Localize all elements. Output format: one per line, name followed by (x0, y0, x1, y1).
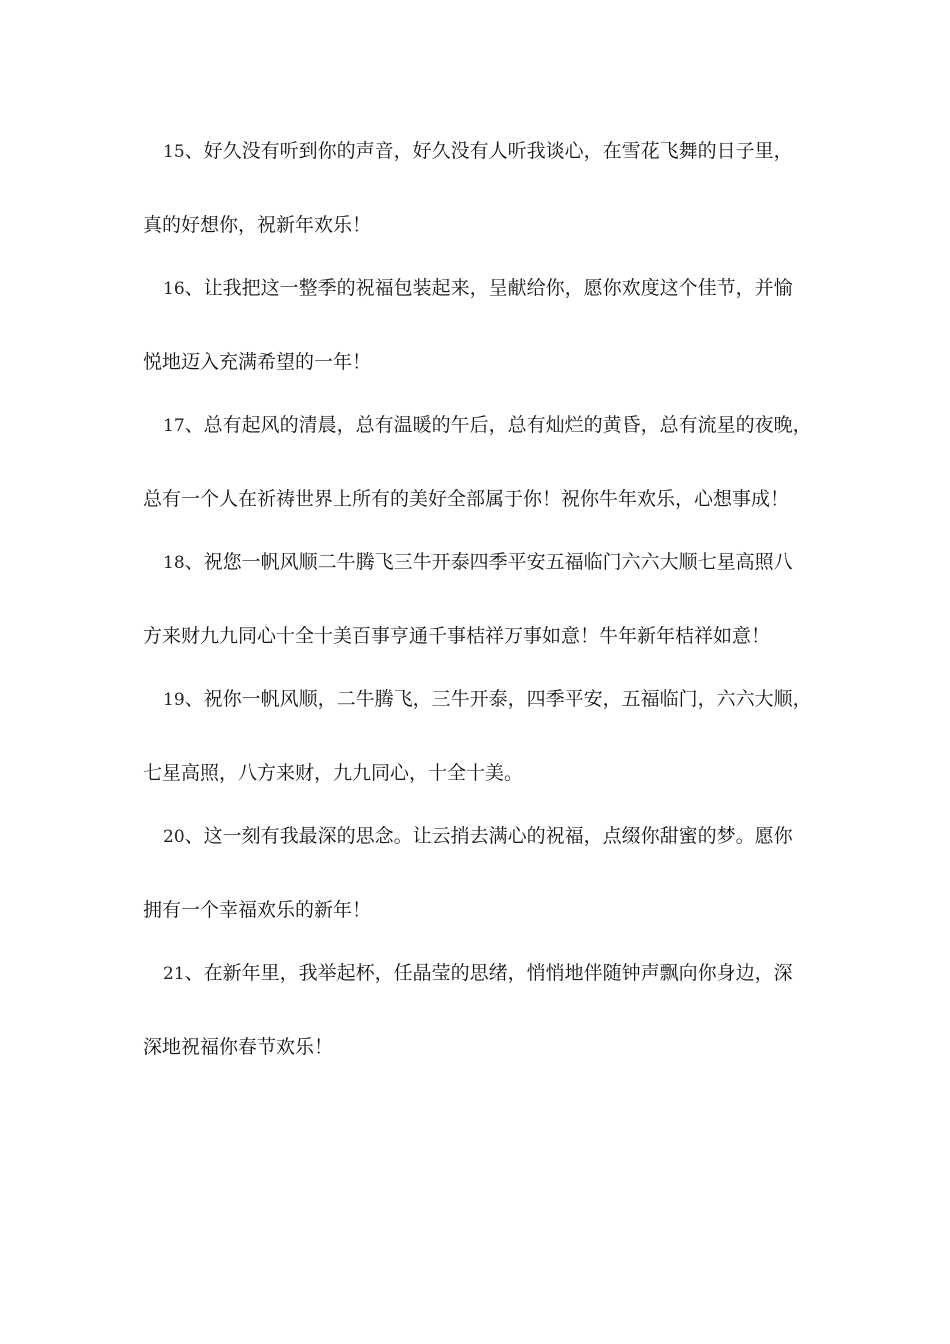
paragraph-text: 、好久没有听到你的声音，好久没有人听我谈心，在雪花飞舞的日子里， (184, 140, 793, 162)
paragraph-number: 18 (163, 553, 185, 573)
paragraph-first-line (163, 686, 812, 712)
paragraph-text: 、在新年里，我举起杯，任晶莹的思绪，悄悄地伴随钟声飘向你身边，深 (184, 962, 793, 984)
paragraph-first-line (163, 549, 793, 575)
paragraph-text: 、祝您一帆风顺二牛腾飞三牛开泰四季平安五福临门六六大顺七星高照八 (184, 551, 793, 573)
paragraph-continuation-line: 真的好想你，祝新年欢乐！ (143, 214, 372, 236)
paragraph-continuation-line: 深地祝福你春节欢乐！ (143, 1036, 334, 1058)
paragraph-first-line (163, 960, 793, 986)
paragraph-continuation-line: 方来财九九同心十全十美百事亨通千事桔祥万事如意！牛年新年桔祥如意！ (143, 625, 771, 647)
paragraph-number: 17 (163, 416, 185, 436)
paragraph-continuation-line: 悦地迈入充满希望的一年！ (143, 351, 372, 373)
paragraph-text: 、总有起风的清晨，总有温暖的午后，总有灿烂的黄昏，总有流星的夜晚， (184, 414, 812, 436)
paragraph-continuation-line: 拥有一个幸福欢乐的新年！ (143, 899, 372, 921)
paragraph-number: 19 (163, 690, 185, 710)
paragraph-text: 、祝你一帆风顺，二牛腾飞，三牛开泰，四季平安，五福临门，六六大顺， (184, 688, 812, 710)
paragraph-number: 16 (163, 279, 185, 299)
paragraph-first-line (163, 275, 793, 301)
paragraph-number: 20 (163, 827, 185, 847)
paragraph-text: 、这一刻有我最深的思念。让云捎去满心的祝福，点缀你甜蜜的梦。愿你 (184, 825, 793, 847)
paragraph-continuation-line: 总有一个人在祈祷世界上所有的美好全部属于你！祝你牛年欢乐，心想事成！ (143, 488, 790, 510)
paragraph-first-line (163, 138, 793, 164)
paragraph-first-line (163, 412, 812, 438)
paragraph-number: 15 (163, 142, 185, 162)
paragraph-number: 21 (163, 964, 185, 984)
paragraph-text: 、让我把这一整季的祝福包装起来，呈献给你，愿你欢度这个佳节，并愉 (184, 277, 793, 299)
paragraph-first-line (163, 823, 793, 849)
paragraph-continuation-line: 七星高照，八方来财，九九同心，十全十美。 (143, 762, 524, 784)
